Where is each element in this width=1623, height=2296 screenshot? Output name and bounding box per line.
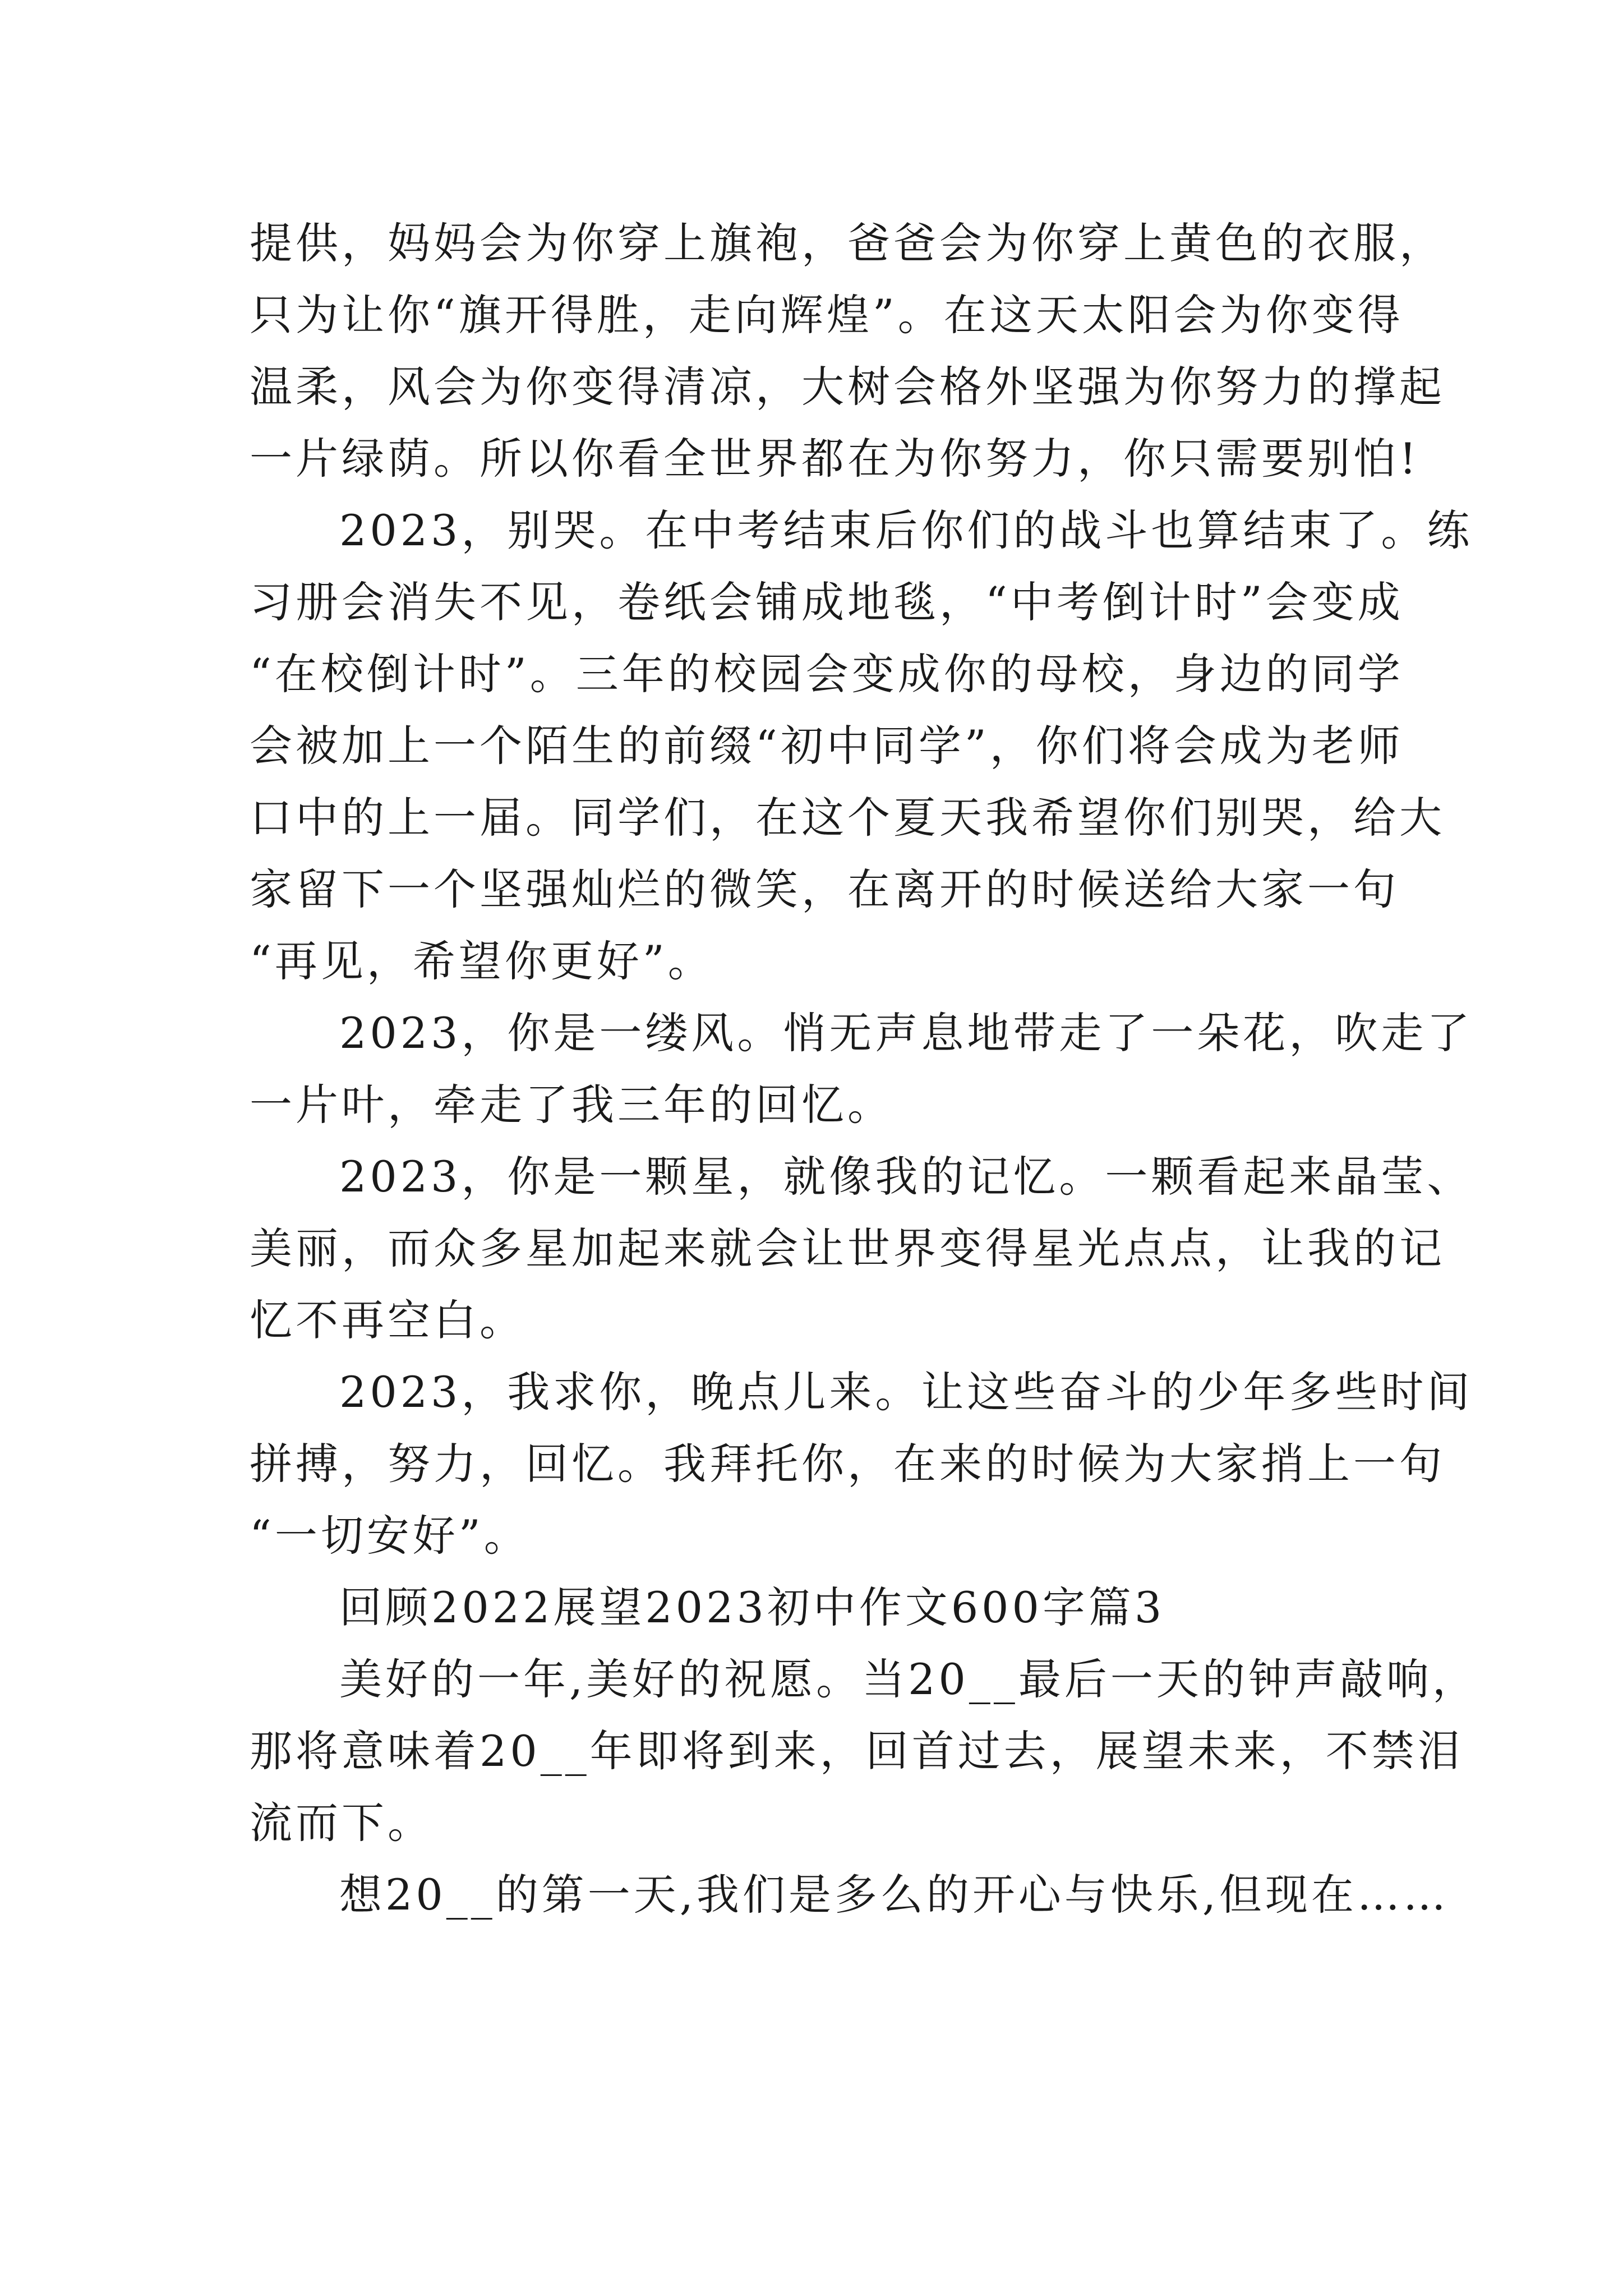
text-line: 2023，我求你，晚点儿来。让这些奋斗的少年多些时间 xyxy=(339,1367,1473,1417)
text-line: 忆不再空白。 xyxy=(250,1295,525,1345)
text-line: 习册会消失不见，卷纸会铺成地毯，“中考倒计时”会变成 xyxy=(250,577,1404,627)
text-line: 2023，你是一缕风。悄无声息地带走了一朵花，吹走了 xyxy=(339,1008,1473,1058)
text-line: 一片绿荫。所以你看全世界都在为你努力，你只需要别怕! xyxy=(250,434,1420,484)
text-line: 美丽，而众多星加起来就会让世界变得星光点点，让我的记 xyxy=(250,1223,1445,1273)
text-line: 想20__的第一天,我们是多么的开心与快乐,但现在…… xyxy=(339,1870,1450,1920)
text-line: 口中的上一届。同学们，在这个夏天我希望你们别哭，给大 xyxy=(250,793,1445,843)
text-line: 2023，别哭。在中考结束后你们的战斗也算结束了。练 xyxy=(339,505,1473,555)
text-line: 只为让你“旗开得胜，走向辉煌”。在这天太阳会为你变得 xyxy=(250,290,1404,340)
document-body xyxy=(250,208,1478,1931)
text-line: 美好的一年,美好的祝愿。当20__最后一天的钟声敲响， xyxy=(339,1654,1478,1704)
text-line: “一切安好”。 xyxy=(250,1511,530,1561)
text-line: 会被加上一个陌生的前缀“初中同学”，你们将会成为老师 xyxy=(250,721,1404,771)
text-line: 那将意味着20__年即将到来，回首过去，展望未来，不禁泪 xyxy=(250,1726,1464,1776)
text-line: 拼搏，努力，回忆。我拜托你，在来的时候为大家捎上一句 xyxy=(250,1439,1445,1489)
text-line: “再见，希望你更好”。 xyxy=(250,936,714,986)
text-line: 流而下。 xyxy=(250,1798,434,1848)
text-line: 提供，妈妈会为你穿上旗袍，爸爸会为你穿上黄色的衣服， xyxy=(250,218,1445,268)
text-line: 家留下一个坚强灿烂的微笑，在离开的时候送给大家一句 xyxy=(250,864,1399,914)
text-line: 2023，你是一颗星，就像我的记忆。一颗看起来晶莹、 xyxy=(339,1152,1473,1202)
text-line: 一片叶，牵走了我三年的回忆。 xyxy=(250,1080,893,1130)
text-line: “在校倒计时”。三年的校园会变成你的母校，身边的同学 xyxy=(250,649,1404,699)
text-line: 回顾2022展望2023初中作文600字篇3 xyxy=(339,1582,1165,1632)
text-line: 温柔，风会为你变得清凉，大树会格外坚强为你努力的撑起 xyxy=(250,362,1445,412)
